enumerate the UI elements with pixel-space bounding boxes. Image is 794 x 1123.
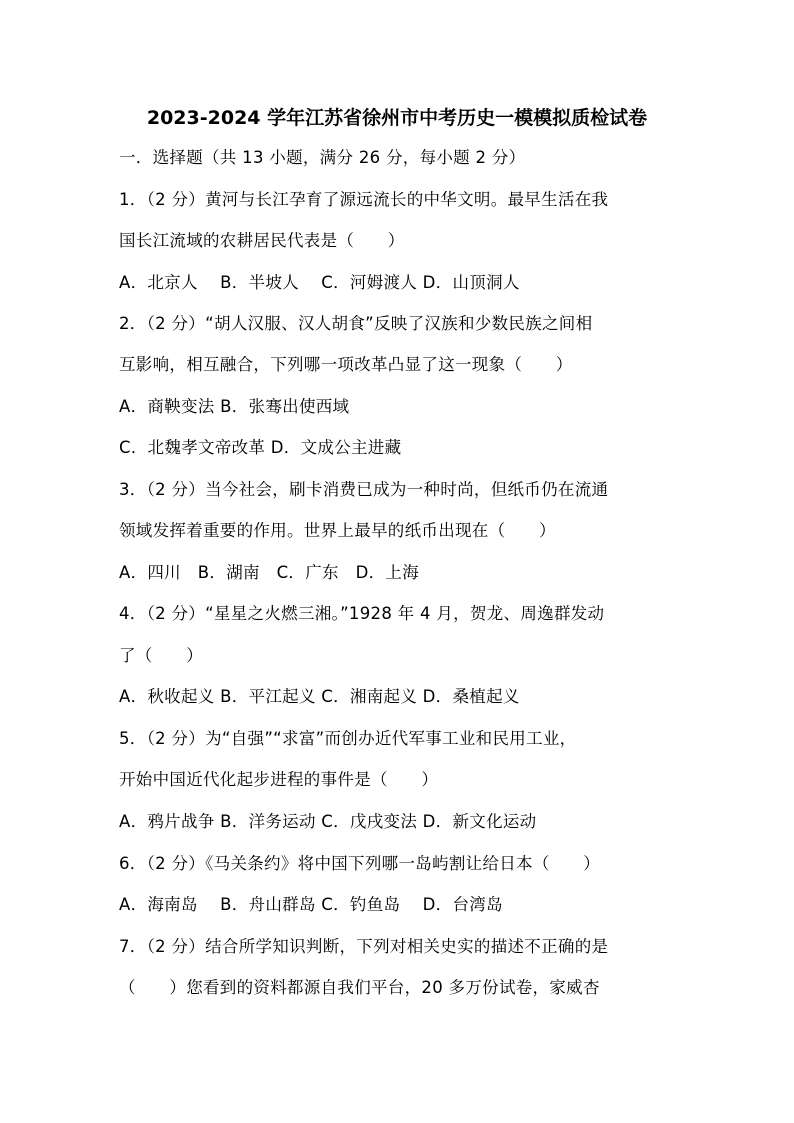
q2-options-line-2: C．北魏孝文帝改革 D．文成公主进藏 bbox=[119, 438, 402, 457]
q4-options: A．秋收起义 B．平江起义 C．湘南起义 D．桑植起义 bbox=[119, 687, 520, 706]
q1-stem-line-2: 国长江流域的农耕居民代表是（ ） bbox=[119, 231, 405, 250]
q7-stem-line-1: 7．（2 分）结合所学知识判断，下列对相关史实的描述不正确的是 bbox=[119, 937, 609, 956]
q5-stem-line-2: 开始中国近代化起步进程的事件是（ ） bbox=[119, 770, 439, 789]
q1-stem-line-1: 1．（2 分）黄河与长江孕育了源远流长的中华文明。最早生活在我 bbox=[119, 190, 609, 209]
q1-options: A．北京人 B．半坡人 C．河姆渡人 D．山顶洞人 bbox=[119, 273, 520, 292]
q2-options-line-1: A．商鞅变法 B．张骞出使西域 bbox=[119, 397, 350, 416]
q6-stem: 6．（2 分）《马关条约》将中国下列哪一岛屿割让给日本（ ） bbox=[119, 854, 601, 873]
q2-stem-line-1: 2．（2 分）“胡人汉服、汉人胡食”反映了汉族和少数民族之间相 bbox=[119, 314, 593, 333]
q3-stem-line-2: 领域发挥着重要的作用。世界上最早的纸币出现在（ ） bbox=[119, 521, 556, 540]
page-title: 2023-2024 学年江苏省徐州市中考历史一模模拟质检试卷 bbox=[146, 107, 648, 129]
q3-stem-line-1: 3．（2 分）当今社会，刷卡消费已成为一种时尚，但纸币仍在流通 bbox=[119, 480, 609, 499]
q3-options: A．四川 B．湖南 C．广东 D．上海 bbox=[119, 563, 420, 582]
q5-stem-line-1: 5．（2 分）为“自强”“求富”而创办近代军事工业和民用工业， bbox=[119, 729, 577, 748]
q4-stem-line-1: 4．（2 分）“星星之火燃三湘。”1928 年 4 月，贺龙、周逸群发动 bbox=[119, 604, 605, 623]
q5-options: A．鸦片战争 B．洋务运动 C．戊戌变法 D．新文化运动 bbox=[119, 812, 537, 831]
q6-options: A．海南岛 B．舟山群岛 C．钓鱼岛 D．台湾岛 bbox=[119, 895, 503, 914]
q4-stem-line-2: 了（ ） bbox=[119, 646, 203, 665]
section-header: 一．选择题（共 13 小题，满分 26 分，每小题 2 分） bbox=[119, 148, 526, 167]
q2-stem-line-2: 互影响，相互融合，下列哪一项改革凸显了这一现象（ ） bbox=[119, 355, 573, 374]
q7-stem-line-2: （ ）您看到的资料都源自我们平台，20 多万份试卷，家威杏 bbox=[119, 978, 600, 997]
